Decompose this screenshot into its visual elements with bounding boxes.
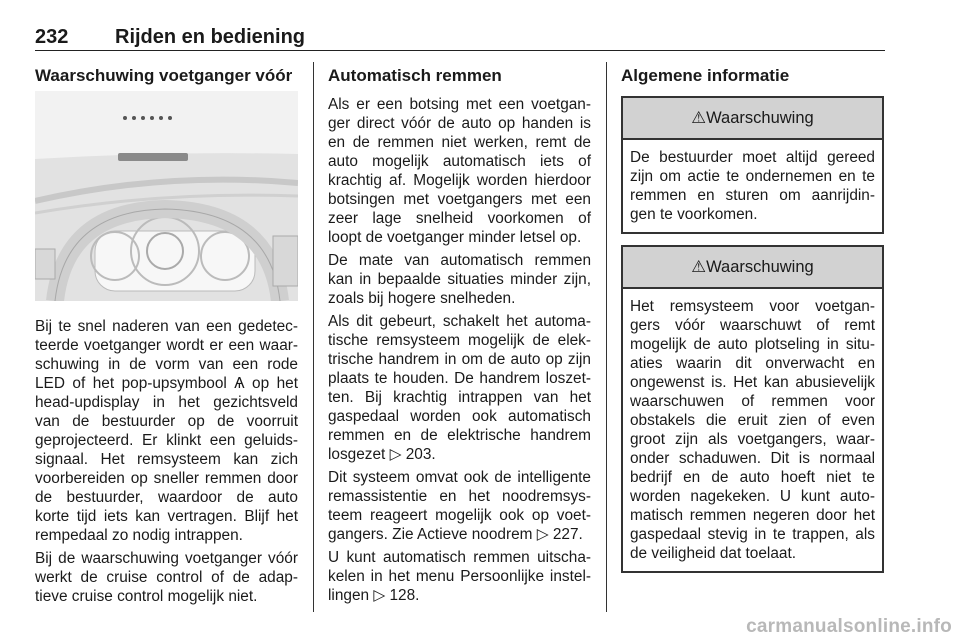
warning-box [621, 96, 884, 234]
text-line: zoals bij hogere snelheden. [328, 290, 516, 307]
text-line: worden nagekeken. U kunt auto- [630, 488, 875, 505]
text-line: waarschuwen of remmen voor [630, 393, 875, 410]
text-line: van de bestuurder op de voorruit [35, 413, 298, 430]
text-line: teerde voetganger wordt er een waar- [35, 337, 298, 354]
text-line: botsingen met voetgangers met een [328, 191, 591, 208]
text-line: en de remmen niet werken, remt de [328, 134, 591, 151]
paragraph [328, 312, 591, 464]
text-line: remmen en sturen om aanrijdin- [630, 187, 875, 204]
middle-column [328, 65, 591, 609]
text-line: Bij de waarschuwing voetganger vóór [35, 550, 298, 567]
text-line: gaspedaal stevig in te trappen, als [630, 526, 875, 543]
text-line: zeer lage snelheid voorkomen of [328, 210, 591, 227]
right-column [621, 65, 884, 584]
text-line: kan in bepaalde situaties minder zijn, [328, 271, 591, 288]
text-line: ger direct vóór de auto op handen is [328, 115, 591, 132]
chapter-title: Rijden en bediening [115, 26, 306, 48]
text-line: teem reageert mogelijk ook op voet- [328, 507, 591, 524]
paragraph [328, 548, 591, 605]
text-line: voorbereiden op sneller remmen door [35, 470, 298, 487]
text-line: loopt de voetganger minder letsel op. [328, 229, 582, 246]
text-line: onder schaduwen. Dit is normaal [630, 450, 875, 467]
text-line: De mate van automatisch remmen [328, 252, 591, 269]
text-line: U kunt automatisch remmen uitscha- [328, 549, 591, 566]
section-heading: Automatisch remmen [328, 66, 502, 85]
column-divider [313, 62, 314, 612]
text-line: losgezet ▷ 203. [328, 446, 436, 463]
text-line: gers vóór waarschuwt of remt [630, 317, 875, 334]
paragraph [35, 317, 298, 545]
text-line: obstakels die eruit zien of even [630, 412, 875, 429]
text-line: plaats te houden. De handrem loszet- [328, 370, 591, 387]
warning-title: ⚠Waarschuwing [623, 98, 882, 140]
section-heading: Algemene informatie [621, 66, 790, 85]
text-line: matisch remmen negeren door het [630, 507, 875, 524]
watermark: carmanualsonline.info [746, 616, 952, 637]
text-line: lingen ▷ 128. [328, 587, 420, 604]
text-line: geprojecteerd. Er klinkt een geluids- [35, 432, 298, 449]
text-line: ten. Bij krachtig intrappen van het [328, 389, 591, 406]
paragraph [328, 95, 591, 247]
column-divider [606, 62, 607, 612]
text-line: krachtig af. Mogelijk worden hierdoor [328, 172, 591, 189]
text-line: kelen in het menu Persoonlijke instel- [328, 568, 591, 585]
paragraph [328, 251, 591, 308]
text-line: Als dit gebeurt, schakelt het automa- [328, 313, 591, 330]
paragraph [35, 549, 298, 606]
text-line: aties waarin dit onverwacht en [630, 355, 875, 372]
text-line: De bestuurder moet altijd gereed [630, 149, 875, 166]
text-line: groot zijn als voetgangers, waar- [630, 431, 875, 448]
text-line: trische handrem in om de auto op zijn [328, 351, 591, 368]
text-line: Bij te snel naderen van een gedetec- [35, 318, 298, 335]
left-column [35, 65, 298, 610]
text-line: gen te voorkomen. [630, 206, 758, 223]
text-line: zijn om actie te ondernemen en te [630, 168, 875, 185]
text-line: tieve cruise control mogelijk niet. [35, 588, 258, 605]
text-line: auto mogelijk automatisch iets of [328, 153, 591, 170]
paragraph [328, 468, 591, 544]
text-line: Als er een botsing met een voetgan- [328, 96, 591, 113]
dashboard-illustration [35, 91, 298, 301]
text-line: head-updisplay in het gezichtsveld [35, 394, 298, 411]
text-line: Dit systeem omvat ook de intelligente [328, 469, 591, 486]
section-heading: Waarschuwing voetganger vóór [35, 66, 293, 85]
warning-box [621, 245, 884, 573]
text-line: gangers. Zie Actieve noodrem ▷ 227. [328, 526, 583, 543]
text-line: korte tijd iets kan vertragen. Blijf het [35, 508, 298, 525]
page-header [35, 26, 885, 51]
text-line: Het remsysteem voor voetgan- [630, 298, 875, 315]
text-line: de bestuurder, waardoor de auto [35, 489, 298, 506]
text-line: signaal. Het remsysteem kan zich [35, 451, 298, 468]
text-line: werkt de cruise control of de adap- [35, 569, 298, 586]
text-line: remassistentie en het noodremsys- [328, 488, 591, 505]
text-line: mogelijk de auto plotseling in situ- [630, 336, 875, 353]
warning-title: ⚠Waarschuwing [623, 247, 882, 289]
page-number: 232 [35, 26, 69, 48]
text-line: schuwing in de vorm van een rode [35, 356, 298, 373]
text-line: de veiligheid dat toelaat. [630, 545, 796, 562]
text-line: ongewenst is. Het kan abusievelijk [630, 374, 875, 391]
text-line: LED of het pop-upsymbool Ѧ op het [35, 375, 298, 392]
text-line: gaspedaal worden ook automatisch [328, 408, 591, 425]
warning-body [623, 140, 882, 232]
warning-body [623, 289, 882, 571]
text-line: tische remsysteem mogelijk de elek- [328, 332, 591, 349]
text-line: rempedaal zo nodig intrappen. [35, 527, 243, 544]
text-line: bedrijf en de auto hoeft niet te [630, 469, 875, 486]
text-line: remmen en de elektrische handrem [328, 427, 591, 444]
